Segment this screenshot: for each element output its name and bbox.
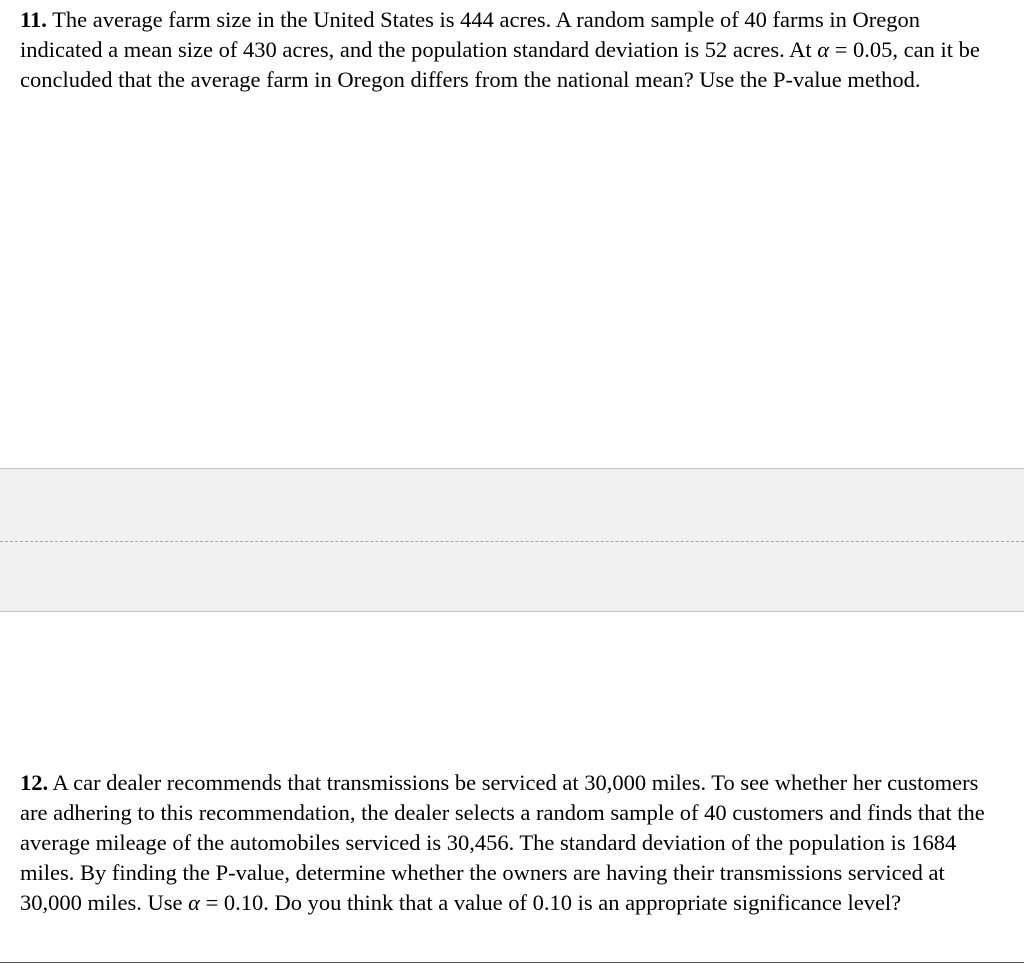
alpha-symbol: α <box>817 37 830 62</box>
problem-text: A car dealer recommends that transmissions be serviced at 30,000 miles. To see whether her customers are adhering to this recommendation, the dealer selects a random sample of 40 customers and finds that the average mileage of the automobiles serviced is 30,456. The standard deviation of the population is 1684 miles. By finding the P-value, determine whether the owners are having their transmissions serviced at 30,000 miles. Use <box>20 770 985 915</box>
problem-12 <box>20 768 1006 918</box>
problem-text: = 0.10. Do you think that a value of 0.10 is an appropriate significance level? <box>199 890 902 915</box>
problem-text: The average farm size in the United States is 444 acres. A random sample of 40 farms in Oregon indicated a mean size of 430 acres, and the population standard deviation is 52 acres. At <box>20 7 920 62</box>
page-break <box>0 468 1024 612</box>
problem-text: = 0.05, can it be concluded that the average farm in Oregon differs from the national mean? Use the P-value method. <box>20 37 980 92</box>
problem-number: 11. <box>20 7 47 32</box>
bottom-divider <box>0 962 1024 963</box>
alpha-symbol: α <box>188 890 200 915</box>
page-break-divider <box>0 541 1024 542</box>
problem-number: 12. <box>20 770 49 795</box>
problem-11 <box>20 5 1006 95</box>
